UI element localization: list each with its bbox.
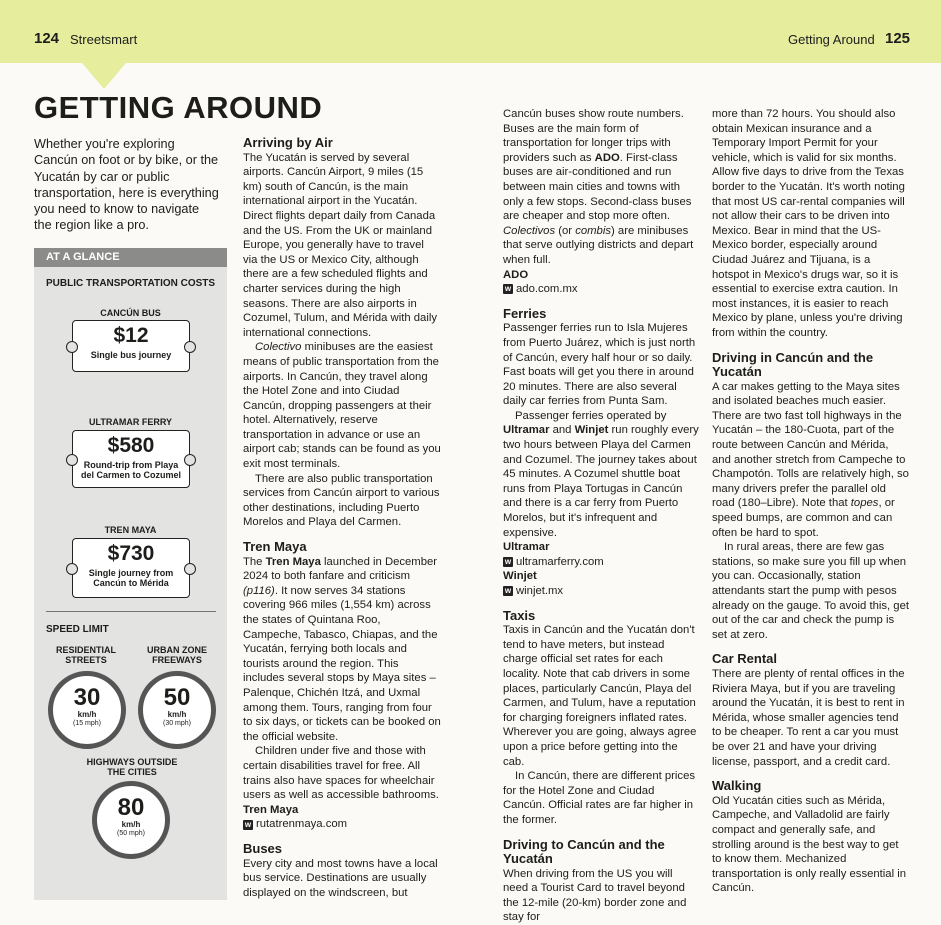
page-number-right: 125 [885,30,911,47]
header-band [0,0,941,63]
ticket-card [72,538,190,598]
sign-label: RESIDENTIAL STREETS [55,645,116,665]
speed-unit: km/h [77,710,97,719]
driving-in-heading: Driving in Cancún and the Yucatán [712,349,874,380]
paragraph [712,380,910,541]
ticket-card [72,430,190,488]
listing-title: Winjet [503,570,537,583]
text: (or [555,224,576,237]
website-link[interactable] [503,584,699,599]
speed-sign [48,671,126,749]
arriving-by-air-heading: Arriving by Air [243,135,333,150]
listing-title: Ultramar [503,541,550,554]
column-2 [503,107,699,925]
paragraph: Passenger ferries run to Isla Mujeres from Puerto Juárez, which is just north of Cancún, every half hour or so daily. Fast boats will get you there in around 20 minutes. There are also several daily car ferries from Punta Sam. [503,322,696,408]
url-text[interactable]: winjet.mx [516,585,564,597]
bold-term: Ultramar [503,424,550,437]
sign-label: URBAN ZONE FREEWAYS [147,645,207,665]
paragraph: Every city and most towns have a local bus service. Destinations are usually displayed on the windscreen, but [243,857,438,899]
paragraph: There are plenty of rental offices in the Riviera Maya, but if you are traveling around the Yucatán, it is best to rent in Mérida, whose smaller agencies tend to be cheaper. To rent a car you must be over 21 and have your driving license, passport, and a credit card. [712,667,905,768]
text: Passenger ferries operated by [515,409,667,422]
text: ) are minibuses that serve outlying districts and depart when full. [503,224,694,266]
italic-term: topes [850,497,879,510]
listing-title: Tren Maya [243,803,299,816]
paragraph: Children under five and those with certain disabilities travel for free. All trains also have spaces for wheelchair users as well as accessible bathrooms. [243,745,439,802]
text: . First-class buses are air-conditioned and run between main cities and towns with only a few stops. Second-class buses are cheaper and stop more often. [503,151,692,223]
page-title: GETTING AROUND [34,90,323,125]
ticket-label: ULTRAMAR FERRY [89,417,172,427]
speed-mph: (15 mph) [72,720,101,727]
italic-term: Colectivos [503,224,556,237]
italic-term: combis [575,224,612,237]
paragraph [503,107,699,268]
paragraph: Taxis in Cancún and the Yucatán don't tend to have meters, but instead charge official set rates for each locality. Note that cab drivers in some places, particularly Cancún, Playa del Carmen, and Tulum, have a reputation for charging foreigners inflated rates. Wherever you are going, always agree upon a price before getting into the cab. [503,624,697,768]
paragraph: more than 72 hours. You should also obtain Mexican insurance and a Temporary Import Permit for your vehicle, which is valid for six months. Allow five days to drive from the Texas border to the Yucatán. It's worth noting that most US car-rental companies will not allow their cars to be driven into Mexico. Bear in mind that the US-Mexico border, especially around Ciudad Juárez and Tijuana, is a hotspot in Mexico's drugs war, so it is essential to exercise extra caution. In most instances, it is easier to reach Mexico by plane, unless you're driving from within the country. [712,108,905,339]
buses-heading: Buses [243,840,283,856]
speed-value: 80 [117,794,145,821]
ticket-desc: Single journey from Cancún to Mérida [88,568,174,588]
speed-value: 30 [73,684,101,711]
driving-to-heading: Driving to Cancún and the Yucatán [503,836,665,867]
website-link[interactable] [243,817,441,832]
speed-mph: (30 mph) [162,720,191,727]
text: run roughly every two hours between Playa del Carmen and Cozumel. The journey takes about 45 minutes. A Cozumel shuttle boat runs from Playa Tortugas in Cancún and there is a car ferry from Puerto Morelos, but it's infrequent and expensive. [503,424,699,539]
text: , or speed bumps, are common and can often be hard to spot. [712,497,895,539]
listing-name [503,540,699,555]
section-name-right: Getting Around [788,32,875,47]
url-text[interactable]: ultramarferry.com [516,555,604,568]
url-text[interactable]: ado.com.mx [516,283,578,296]
section-name-left: Streetsmart [70,32,138,47]
ticket-price: $12 [113,324,149,347]
text: . It now serves 34 stations covering 966 miles (1,554 km) across the states of Quintana Roo, Campeche, Tabasco, Chiapas, and the Yucatán, ferrying both locals and tourists around the region. This includes several stops by Maya sites – Palenque, Chichén Itzá, and Uxmal among them. Tours, ranging from four to six days, or tickets can be booked on the official website. [243,584,441,743]
speed-unit: km/h [167,710,187,719]
speed-mph: (50 mph) [116,830,145,837]
divider [46,611,216,612]
transport-costs-heading: PUBLIC TRANSPORTATION COSTS [46,278,216,289]
italic-term: Colectivo [255,341,302,354]
paragraph [503,409,699,540]
ticket-label: CANCÚN BUS [100,308,161,318]
text: The [243,555,266,568]
bold-term: Tren Maya [265,555,321,568]
ticket-desc: Single bus journey [90,350,172,360]
paragraph [243,555,441,745]
text: Cancún buses show route numbers. Buses are the main form of transportation for longer trips with providers such as [503,108,684,164]
speed-unit: km/h [121,820,141,829]
paragraph: In rural areas, there are few gas stations, so make sure you fill up when you can. Occasionally, station attendants start the pump with pesos already on the gauge. To avoid this, get out of the car and check the pump is set at zero. [712,541,910,641]
column-1 [243,136,441,900]
listing-name [503,569,699,584]
paragraph [243,340,441,471]
at-a-glance-sidebar [34,248,227,900]
paragraph: The Yucatán is served by several airports. Cancún Airport, 9 miles (15 km) south of Cancún, is the main international airport in the Yucatán. Direct flights depart daily from Canada and the US. From the UK or mainland Europe, you generally have to travel via the US or Mexico City, although there are a few scheduled flights and charter services during the high seasons. There are also airports in Cozumel, Tulum, and Mérida with daily international connections. [243,151,438,339]
ticket-label: TREN MAYA [104,525,157,535]
listing-name [243,803,441,818]
web-icon: w [504,284,512,294]
website-link[interactable] [503,555,699,570]
web-icon: w [244,819,252,829]
listing-name [503,268,699,283]
text: minibuses are the easiest means of public transportation from the airports. In Cancún, they travel along the Hotel Zone and into Ciudad Cancún, dropping passengers at their hotel. Alternatively, reserve transportation in advance or use an airport cab; stands can be found as you exit most terminals. [243,341,441,471]
bold-term: Winjet [574,424,609,437]
bold-term: ADO [594,151,620,164]
page-reference-link[interactable]: (p116) [243,584,275,597]
text: launched in December 2024 to both fanfare and criticism [243,555,438,583]
column-3 [712,107,910,896]
speed-sign [92,781,170,859]
taxis-heading: Taxis [503,607,536,623]
text: and [549,424,575,437]
ticket-price: $580 [107,434,155,457]
paragraph: When driving from the US you will need a Tourist Card to travel beyond the 12-mile (20-km) border zone and stay for [503,867,687,924]
web-icon: w [504,557,512,567]
ticket-card [72,320,190,372]
intro-text: Whether you're exploring Cancún on foot or by bike, or the Yucatán by car or public transportation, here is everything you need to know to navigate the region like a pro. [34,137,219,233]
car-rental-heading: Car Rental [712,651,778,667]
speed-value: 50 [163,684,191,711]
ferries-heading: Ferries [503,305,547,321]
tren-maya-heading: Tren Maya [243,539,307,555]
listing-title: ADO [503,268,529,281]
paragraph: There are also public transportation services from Cancún airport to various other destinations, including Puerto Morelos and Playa del Carmen. [243,472,440,529]
text: A car makes getting to the Maya sites and isolated beaches much easier. There are two fast toll highways in the Yucatán – the 180-Cuota, part of the route between Cancún and Mérida, and another stretch from Campeche to Champotón. Tolls are relatively high, so many drivers prefer the parallel old road (180–Libre). Note that [712,380,909,510]
website-link[interactable] [503,282,699,297]
walking-heading: Walking [712,778,762,794]
sidebar-heading: AT A GLANCE [34,248,227,267]
speed-limit-heading: SPEED LIMIT [46,624,109,635]
sign-label: HIGHWAYS OUTSIDE THE CITIES [86,757,178,777]
paragraph: Old Yucatán cities such as Mérida, Campeche, and Valladolid are fairly compact and generally safe, and strolling around is the best way to get to know them. Mechanized transportation is only really essential in Cancún. [712,794,907,895]
url-text[interactable]: rutatrenmaya.com [256,818,348,831]
page-number-left: 124 [34,30,60,47]
ticket-price: $730 [107,542,155,565]
web-icon: w [504,586,512,596]
paragraph: In Cancún, there are different prices for the Hotel Zone and Ciudad Cancún. Official rates are far higher in the former. [503,770,696,826]
ticket-desc: Round-trip from Playa del Carmen to Cozumel [80,460,181,480]
speed-sign [138,671,216,749]
header-pointer [82,63,126,89]
